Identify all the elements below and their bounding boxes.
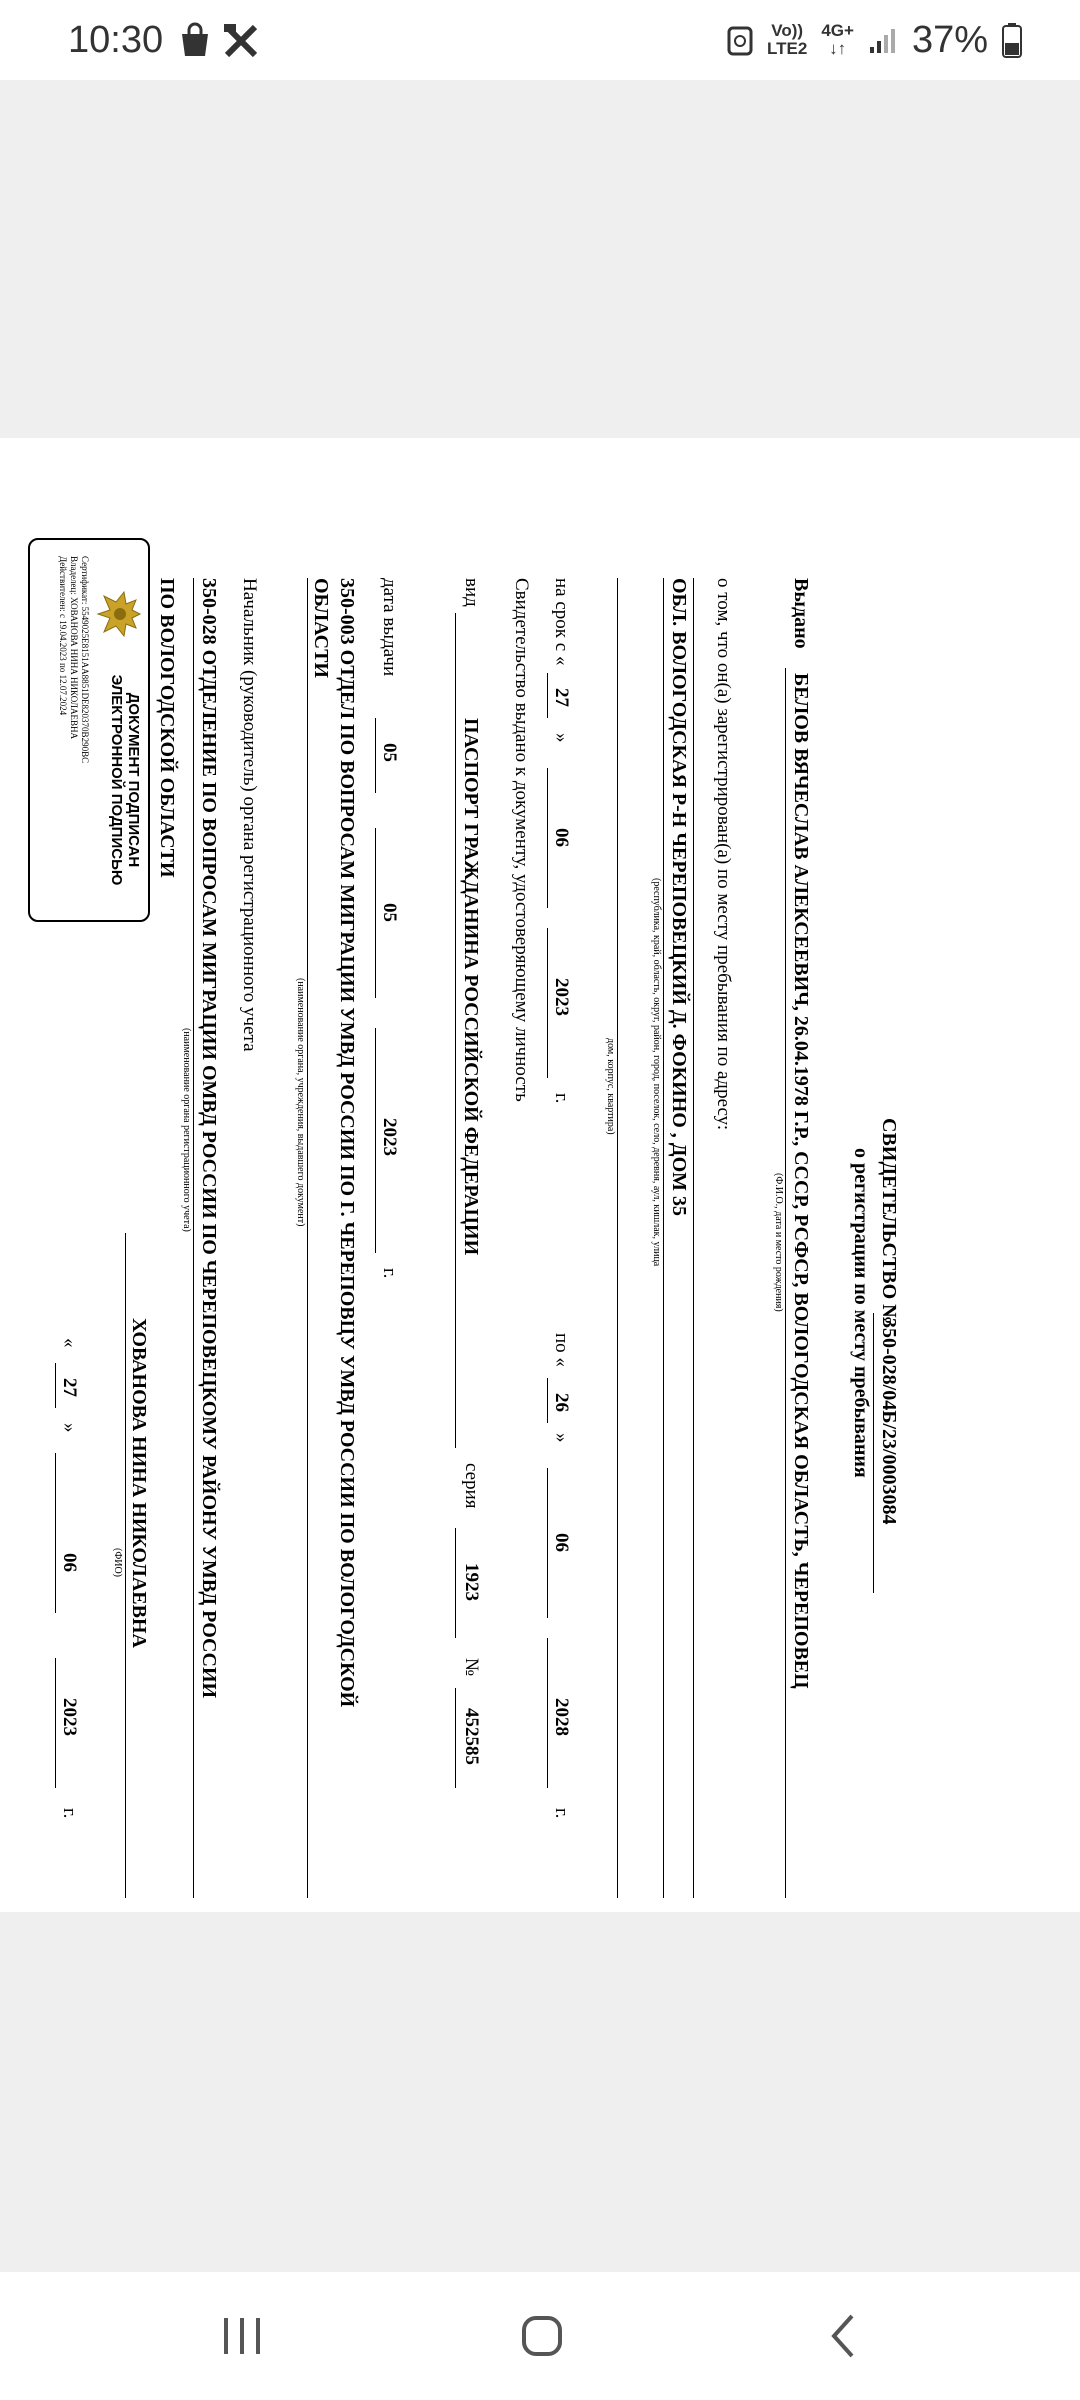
passport-number: 452585: [461, 1708, 482, 1765]
head-name-caption: (ФИО): [112, 1548, 123, 1578]
volte-indicator: Vo)) LTE2: [767, 21, 808, 58]
term-to-month: 06: [551, 1533, 572, 1552]
underline: [455, 1688, 456, 1788]
battery-icon: [1002, 22, 1022, 58]
sign-day: 27: [59, 1378, 80, 1397]
head-name: ХОВАНОВА НИНА НИКОЛАЕВНА: [128, 1318, 150, 1648]
underline: [193, 578, 194, 1898]
stamp-details: [57, 556, 90, 763]
registration-org: 350-028 ОТДЕЛЕНИЕ ПО ВОПРОСАМ МИГРАЦИИ ОМВД РОССИИ ПО ЧЕРЕПОВЕЦКОМУ РАЙОНУ УМВД РОССИИ: [198, 578, 220, 1699]
address: ОБЛ. ВОЛОГОДСКАЯ Р-Н ЧЕРЕПОВЕЦКИЙ Д. ФОКИНО , ДОМ 35: [668, 578, 690, 1216]
underline: [125, 1233, 126, 1898]
head-label: Начальник (руководитель) органа регистрационного учета: [239, 578, 260, 1052]
house-caption: дом, корпус, квартира): [605, 1038, 616, 1135]
issued-to-doc-text: Свидетельство выдано к документу, удостоверяющему личность: [511, 578, 532, 1102]
battery-saver-icon: [727, 24, 753, 56]
issued-label: Выдано: [790, 578, 812, 649]
year-suffix: г.: [59, 1808, 80, 1819]
year-suffix: г.: [551, 1808, 572, 1819]
sign-year: 2023: [59, 1698, 80, 1736]
series-label: серия: [461, 1463, 482, 1509]
issue-day: 05: [379, 743, 400, 762]
quote: »: [551, 1433, 572, 1443]
home-icon[interactable]: [512, 2306, 572, 2366]
tools-icon: [222, 22, 260, 60]
issuer-cont: ОБЛАСТИ: [310, 578, 332, 678]
signal-icon: [868, 25, 898, 55]
person-info: БЕЛОВ ВЯЧЕСЛАВ АЛЕКСЕЕВИЧ, 26.04.1978 Г.Р., СССР, РСФСР, ВОЛОГОДСКАЯ ОБЛАСТЬ, ЧЕРЕПОВЕЦ: [790, 673, 812, 1689]
term-from-year: 2023: [551, 978, 572, 1016]
underline: [693, 578, 694, 1898]
status-bar: [0, 0, 1080, 80]
doc-type: ПАСПОРТ ГРАЖДАНИНА РОССИЙСКОЙ ФЕДЕРАЦИИ: [460, 718, 482, 1256]
issuer: 350-003 ОТДЕЛ ПО ВОПРОСАМ МИГРАЦИИ УМВД РОССИИ ПО Г. ЧЕРЕПОВЦУ УМВД РОССИИ ПО ВОЛОГОДСКОЙ: [336, 578, 358, 1708]
navigation-bar: [0, 2272, 1080, 2400]
underline: [785, 668, 786, 1898]
year-suffix: г.: [551, 1093, 572, 1104]
issue-month: 05: [379, 903, 400, 922]
doc-subtitle: о регистрации по месту пребывания: [850, 1148, 872, 1478]
underline: [547, 1378, 548, 1423]
stamp-certificate: Сертификат: 5549025E8151AA8851DE820370B290BC: [80, 556, 90, 764]
underline: [547, 1638, 548, 1788]
issue-date-label: дата выдачи: [379, 578, 400, 677]
term-from-day: 27: [551, 688, 572, 707]
quote: »: [59, 1423, 80, 1433]
document-page[interactable]: [0, 438, 1080, 1912]
battery-percent: 37%: [911, 18, 988, 61]
quote: «: [59, 1338, 80, 1348]
term-to-year: 2028: [551, 1698, 572, 1736]
certificate-document: [20, 556, 920, 1898]
number-sign: №: [461, 1658, 482, 1677]
status-right: [727, 10, 1022, 70]
recent-apps-icon[interactable]: [212, 2306, 272, 2366]
stamp-valid: Действителен: с 19.04.2023 по 12.07.2024: [58, 556, 68, 716]
registered-text: о том, что он(а) зарегистрирован(а) по месту пребывания по адресу:: [713, 578, 734, 1131]
underline: [55, 1453, 56, 1613]
doc-number: 350-028/04Б/23/0003084: [878, 1318, 900, 1525]
doc-type-label: вид: [461, 578, 482, 607]
shopping-bag-icon: [178, 22, 212, 58]
underline: [307, 578, 308, 1898]
underline: [55, 1658, 56, 1788]
issue-year: 2023: [379, 1118, 400, 1156]
doc-title: СВИДЕТЕЛЬСТВО №: [878, 1118, 900, 1325]
term-to-label: по «: [551, 1333, 572, 1367]
sign-month: 06: [59, 1553, 80, 1572]
underline: [617, 578, 618, 1898]
underline: [55, 1363, 56, 1408]
term-from-month: 06: [551, 828, 572, 847]
viewer-background-top: [0, 80, 1080, 438]
underline: [455, 1528, 456, 1638]
status-time: 10:30: [68, 19, 164, 61]
underline: [375, 1028, 376, 1253]
registration-org-caption: (наименование органа регистрационного учета): [181, 1028, 192, 1232]
term-from-label: на срок с «: [551, 578, 572, 666]
issuer-caption: (наименование органа, учреждения, выдавшего документ): [295, 978, 306, 1227]
series-value: 1923: [461, 1563, 482, 1601]
underline: [455, 613, 456, 1448]
stamp-title: ДОКУМЕНТ ПОДПИСАН ЭЛЕКТРОННОЙ ПОДПИСЬЮ: [108, 674, 142, 886]
term-to-day: 26: [551, 1393, 572, 1412]
underline: [375, 718, 376, 793]
address-caption: (республика, край, область, округ, район, город, поселок, село, деревня, аул, кишлак, улица: [651, 878, 662, 1267]
underline: [663, 578, 664, 1898]
registration-org-cont: ПО ВОЛОГОДСКОЙ ОБЛАСТИ: [156, 578, 178, 878]
underline: [547, 928, 548, 1078]
stamp-owner: Владелец: ХОВАНОВА НИНА НИКОЛАЕВНА: [69, 556, 79, 739]
underline: [375, 828, 376, 998]
person-caption: (Ф.И.О., дата и место рождения): [773, 1173, 784, 1312]
quote: »: [551, 733, 572, 743]
back-icon[interactable]: [814, 2306, 874, 2366]
underline: [547, 768, 548, 908]
underline: [873, 1313, 874, 1593]
underline: [547, 1468, 548, 1618]
year-suffix: г.: [379, 1268, 400, 1279]
underline: [547, 673, 548, 718]
viewer-background-bottom: [0, 1912, 1080, 2272]
e-signature-stamp: [28, 538, 150, 922]
network-type: 4G+ ↓↑: [821, 21, 854, 58]
emblem-icon: [94, 588, 144, 640]
